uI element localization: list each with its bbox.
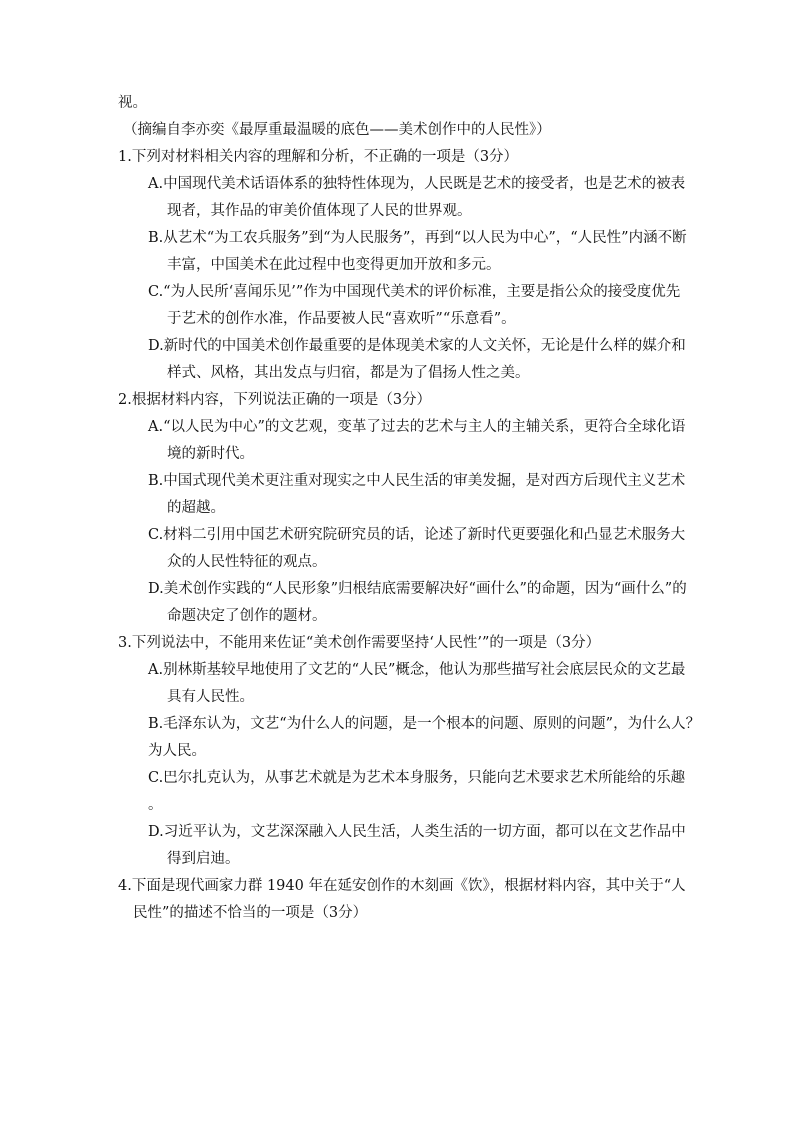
question-3-option-a: A.别林斯基较早地使用了文艺的“人民”概念，他认为那些描写社会底层民众的文艺最 (148, 662, 686, 678)
question-1-option-d: D.新时代的中国美术创作最重要的是体现美术家的人文关怀，无论是什么样的媒介和 (148, 338, 686, 354)
question-1-option-b-cont: 丰富，中国美术在此过程中也变得更加开放和多元。 (167, 257, 501, 273)
question-2-option-b: B.中国式现代美术更注重对现实之中人民生活的审美发掘，是对西方后现代主义艺术 (148, 473, 686, 489)
question-3-option-a-cont: 具有人民性。 (167, 689, 254, 705)
question-3-option-b: B.毛泽东认为，文艺“为什么人的问题，是一个根本的问题、原则的问题”，为什么人？ (148, 716, 701, 732)
source-citation: （摘编自李亦奕《最厚重最温暖的底色——美术创作中的人民性》） (123, 122, 551, 138)
question-3-stem: 3.下列说法中，不能用来佐证“美术创作需要坚持‘人民性’”的一项是（3分） (118, 635, 601, 651)
question-4-stem: 4.下面是现代画家力群 1940 年在延安创作的木刻画《饮》，根据材料内容，其中关于“人 (118, 878, 686, 894)
question-2-option-a-cont: 境的新时代。 (167, 446, 254, 462)
question-1-option-a: A.中国现代美术话语体系的独特性体现为，人民既是艺术的接受者，也是艺术的被表 (148, 176, 686, 192)
question-2-stem: 2.根据材料内容，下列说法正确的一项是（3分） (118, 392, 432, 408)
question-2-option-c: C.材料二引用中国艺术研究院研究员的话，论述了新时代更要强化和凸显艺术服务大 (148, 527, 686, 543)
question-1-stem: 1.下列对材料相关内容的理解和分析，不正确的一项是（3分） (118, 149, 519, 165)
question-3-option-c: C.巴尔扎克认为，从事艺术就是为艺术本身服务，只能向艺术要求艺术所能给的乐趣 (148, 770, 686, 786)
question-2-option-d: D.美术创作实践的“人民形象”归根结底需要解决好“画什么”的命题，因为“画什么”的 (148, 581, 687, 597)
question-1-option-d-cont: 样式、风格，其出发点与归宿，都是为了倡扬人性之美。 (167, 365, 530, 381)
question-4-stem-cont: 民性”的描述不恰当的一项是（3分） (133, 905, 368, 921)
question-3-option-b-cont: 为人民。 (148, 743, 206, 759)
question-1-option-c-cont: 于艺术的创作水准，作品要被人民“喜欢听”“乐意看”。 (167, 311, 516, 327)
question-3-option-d-cont: 得到启迪。 (167, 851, 240, 867)
question-2-option-c-cont: 众的人民性特征的观点。 (167, 554, 327, 570)
question-3-option-d: D.习近平认为，文艺深深融入人民生活，人类生活的一切方面，都可以在文艺作品中 (148, 824, 686, 840)
question-1-option-c: C.“为人民所‘喜闻乐见’”作为中国现代美术的评价标准，主要是指公众的接受度优先 (148, 284, 681, 300)
question-2-option-a: A.“以人民为中心”的文艺观，变革了过去的艺术与主人的主辅关系，更符合全球化语 (148, 419, 686, 435)
continuation-text: 视。 (118, 95, 147, 111)
question-2-option-d-cont: 命题决定了创作的题材。 (167, 608, 327, 624)
question-1-option-a-cont: 现者，其作品的审美价值体现了人民的世界观。 (167, 203, 472, 219)
question-1-option-b: B.从艺术“为工农兵服务”到“为人民服务”，再到“以人民为中心”，“人民性”内涵不断 (148, 230, 687, 246)
question-3-option-c-cont: 。 (148, 797, 163, 813)
question-2-option-b-cont: 的超越。 (167, 500, 225, 516)
